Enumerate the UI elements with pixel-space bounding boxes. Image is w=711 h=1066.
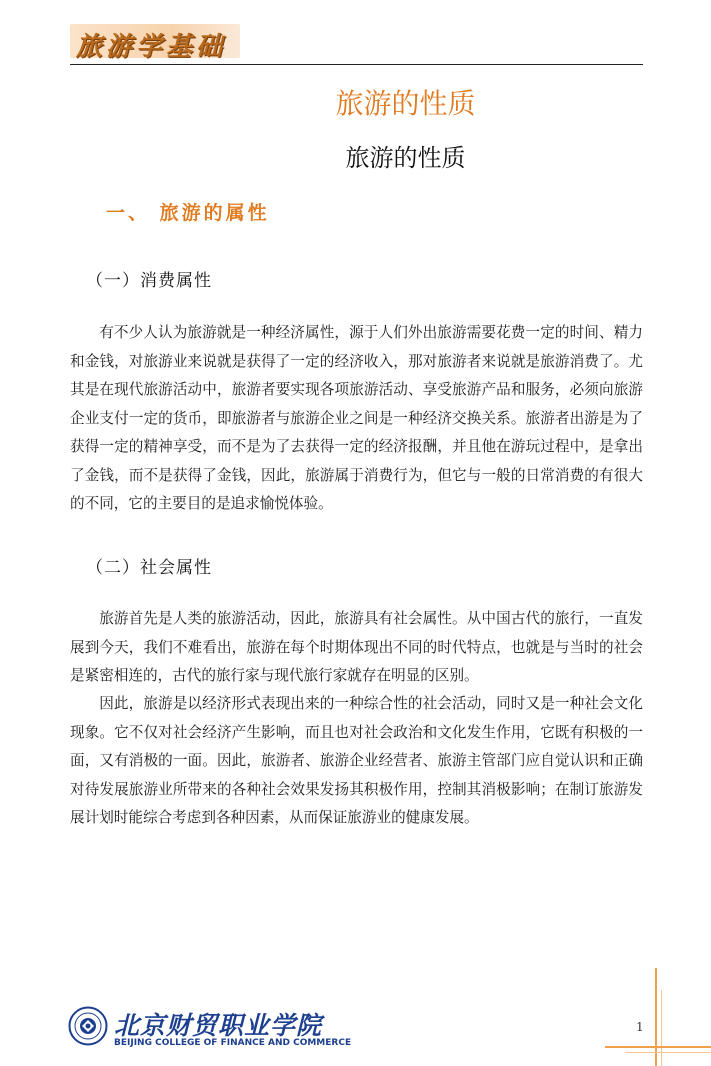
header-rule bbox=[70, 64, 643, 65]
header-title: 旅游学基础 bbox=[76, 32, 227, 62]
paragraph-social-2: 因此，旅游是以经济形式表现出来的一种综合性的社会活动，同时又是一种社会文化现象。它不仅对社会经济产生影响，而且也对社会政治和文化发生作用，它既有积极的一面，又有消极的一面。因此，旅游者、旅游企业经营者、旅游主管部门应自觉认识和正确对待发展旅游业所带来的各种社会效果发扬其积极作用，控制其消极影响；在制订旅游发展计划时能综合考虑到各种因素，从而保证旅游业的健康发展。 bbox=[70, 695, 643, 826]
college-name-cn: 北京财贸职业学院 bbox=[114, 1011, 323, 1040]
college-seal-icon bbox=[68, 1006, 108, 1046]
page-number: 1 bbox=[636, 1020, 644, 1034]
college-name-en: BEIJING COLLEGE OF FINANCE AND COMMERCE bbox=[114, 1038, 352, 1048]
chapter-title: 旅游的性质 bbox=[335, 87, 476, 120]
subsection-heading-consumption: （一）消费属性 bbox=[86, 271, 212, 291]
corner-line-horizontal bbox=[605, 1046, 711, 1048]
heading-1: 一、 旅游的属性 bbox=[106, 202, 270, 224]
section-title: 旅游的性质 bbox=[345, 144, 466, 172]
subsection-heading-social: （二）社会属性 bbox=[86, 558, 212, 578]
paragraph-consumption: 有不少人认为旅游就是一种经济属性，源于人们外出旅游需要花费一定的时间、精力和金钱，对旅游业来说就是获得了一定的经济收入，那对旅游者来说就是旅游消费了。尤其是在现代旅游活动中，旅游者要实现各项旅游活动、享受旅游产品和服务，必须向旅游企业支付一定的货币，即旅游者与旅游企业之间是一种经济交换关系。旅游者出游是为了获得一定的精神享受，而不是为了去获得一定的经济报酬，并且他在游玩过程中，是拿出了金钱，而不是获得了金钱，因此，旅游属于消费行为，但它与一般的日常消费的有很大的不同，它的主要目的是追求愉悦体验。 bbox=[70, 324, 643, 512]
corner-line-vertical-thin bbox=[661, 990, 662, 1066]
paragraph-social-1: 旅游首先是人类的旅游活动，因此，旅游具有社会属性。从中国古代的旅行，一直发展到今天，我们不难看出，旅游在每个时期体现出不同的时代特点，也就是与当时的社会是紧密相连的，古代的旅行家与现代旅行家就存在明显的区别。 bbox=[70, 610, 643, 684]
corner-line-horizontal-thin bbox=[625, 1052, 711, 1053]
